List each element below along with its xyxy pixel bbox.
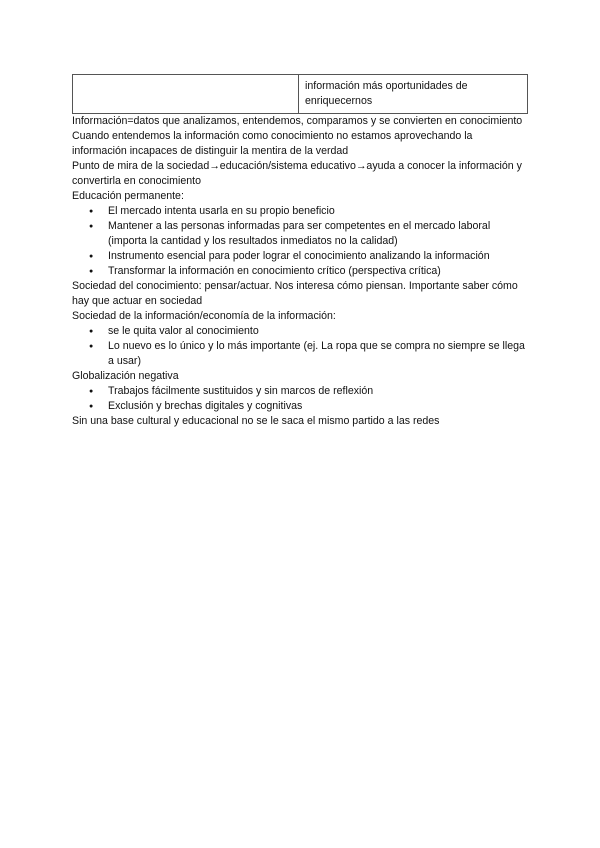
list-item: ● Mantener a las personas informadas para ser competentes en el mercado laboral (importa la cantidad y los resultados inmediatos no la calidad)	[72, 219, 528, 249]
paragraph-informacion: Información=datos que analizamos, entendemos, comparamos y se convierten en conocimiento	[72, 115, 523, 127]
notes-table	[72, 74, 528, 114]
table-cell-right: información más oportunidades de enriquecernos	[299, 75, 528, 114]
list-item: ● Instrumento esencial para poder lograr el conocimiento analizando la información	[72, 249, 528, 264]
list-item: ● El mercado intenta usarla en su propio beneficio	[72, 204, 528, 219]
list-item: ● Trabajos fácilmente sustituidos y sin marcos de reflexión	[72, 384, 528, 399]
list-item: ● Lo nuevo es lo único y lo más importante (ej. La ropa que se compra no siempre se llega a usar)	[72, 339, 528, 369]
heading-sociedad-informacion: Sociedad de la información/economía de la información:	[72, 310, 336, 322]
document-body	[72, 114, 528, 429]
paragraph-punto-de-mira: Punto de mira de la sociedad→educación/sistema educativo→ayuda a conocer la información y convertirla en conocimiento	[72, 160, 522, 187]
table-row	[73, 75, 528, 114]
paragraph-conocimiento: Cuando entendemos la información como conocimiento no estamos aprovechando la información incapaces de distinguir la mentira de la verdad	[72, 130, 473, 157]
list-item: ● Exclusión y brechas digitales y cognitivas	[72, 399, 528, 414]
paragraph-final: Sin una base cultural y educacional no se le saca el mismo partido a las redes	[72, 415, 440, 427]
list-sociedad-informacion	[72, 324, 528, 369]
heading-educacion-permanente: Educación permanente:	[72, 190, 184, 202]
list-item: ● Transformar la información en conocimiento crítico (perspectiva crítica)	[72, 264, 528, 279]
list-globalizacion	[72, 384, 528, 414]
heading-globalizacion: Globalización negativa	[72, 370, 179, 382]
document-page	[72, 74, 528, 429]
list-item: ● se le quita valor al conocimiento	[72, 324, 528, 339]
table-cell-left	[73, 75, 299, 114]
list-educacion-permanente	[72, 204, 528, 279]
paragraph-sociedad-conocimiento: Sociedad del conocimiento: pensar/actuar. Nos interesa cómo piensan. Importante saber cómo hay que actuar en sociedad	[72, 280, 518, 307]
